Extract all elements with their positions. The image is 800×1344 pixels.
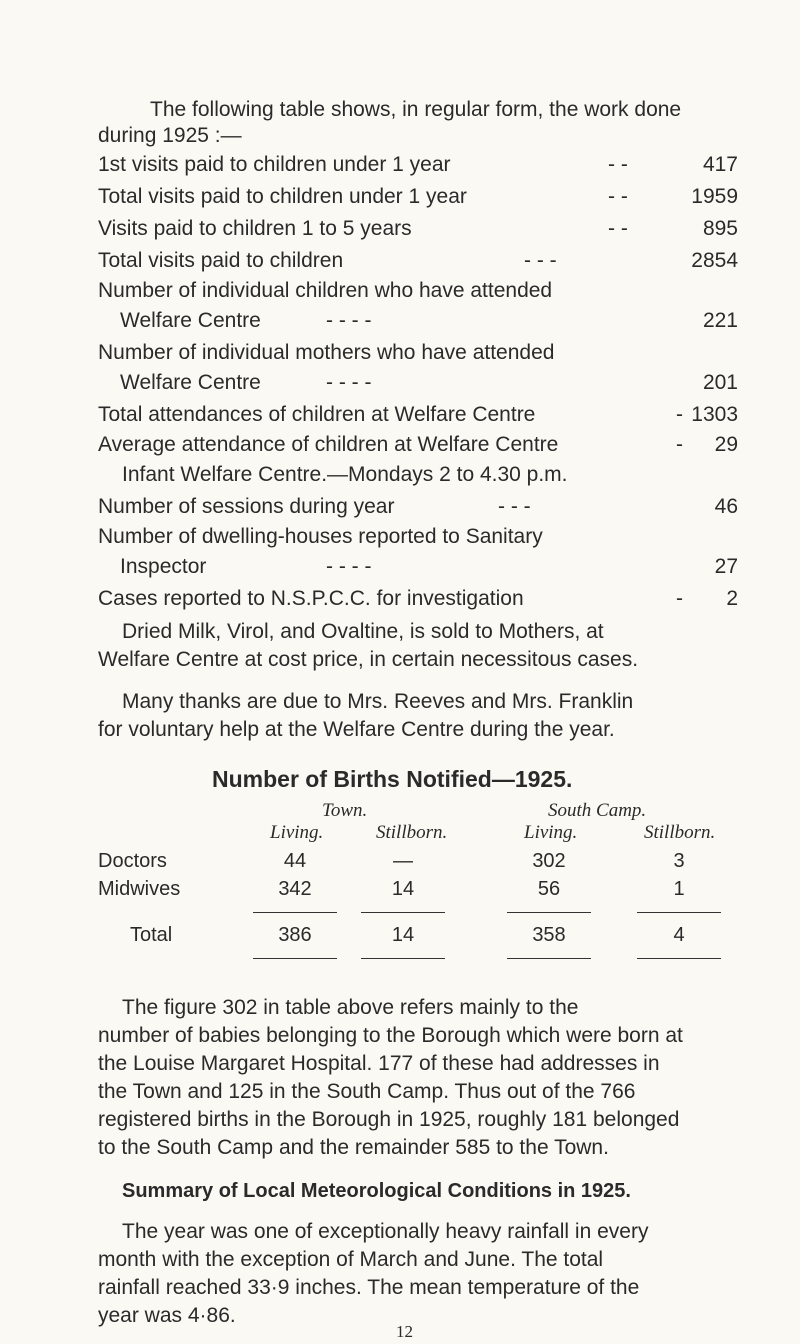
table-rule [637,958,721,959]
leader-dashes: - [676,433,683,456]
meteo-line-3: rainfall reached 33·9 inches. The mean temperature of the [98,1276,640,1299]
milk-paragraph-line-1: Dried Milk, Virol, and Ovaltine, is sold to Mothers, at [122,620,604,643]
table-rule [253,958,337,959]
thanks-paragraph-line-2: for voluntary help at the Welfare Centre during the year. [98,718,615,741]
cell-total-camp-living: 358 [532,924,566,946]
row-label-total: Total [130,924,173,946]
col-header-town-stillborn: Stillborn. [376,822,448,843]
leader-dashes: - - [608,217,628,240]
leader-dashes: - [676,403,683,426]
milk-paragraph-line-2: Welfare Centre at cost price, in certain necessitous cases. [98,648,639,671]
stat-row [98,150,738,180]
table-rule [361,958,445,959]
stat-value: 29 [714,433,738,456]
stat-value: 2 [726,587,738,610]
stat-label-continued: Welfare Centre [120,309,261,332]
leader-dashes: - [676,587,683,610]
cell-camp-stillborn: 3 [673,850,685,872]
stat-label: Number of dwelling-houses reported to Sanitary [98,525,543,548]
leader-dashes: - - - - [326,555,372,578]
stat-label: Visits paid to children 1 to 5 years [98,217,412,240]
figure-paragraph-line-2: number of babies belonging to the Borough which were born at [98,1024,683,1047]
leader-dashes: - - - [524,249,557,272]
meteo-line-2: month with the exception of March and June. The total [98,1248,604,1271]
stat-value: 1303 [691,403,738,426]
intro-line-2: during 1925 :— [98,124,242,147]
group-header-town: Town. [322,800,368,821]
meteo-line-4: year was 4·86. [98,1304,236,1327]
meteo-line-1: The year was one of exceptionally heavy rainfall in every [122,1220,649,1243]
stat-row [98,522,738,582]
figure-paragraph-line-5: registered births in the Borough in 1925, roughly 181 belonged [98,1108,680,1131]
stat-row [98,584,738,614]
cell-total-town-living: 386 [278,924,312,946]
stat-value: 895 [702,217,738,240]
leader-dashes: - - - - [326,309,372,332]
cell-camp-living: 56 [537,878,561,900]
table-rule [253,912,337,913]
row-label-doctors: Doctors [98,850,167,872]
stat-value: 417 [702,153,738,176]
stat-label: Total visits paid to children under 1 year [98,185,467,208]
stat-label: 1st visits paid to children under 1 year [98,153,451,176]
leader-dashes: - - - [498,495,531,518]
page-number: 12 [396,1322,413,1341]
stat-label-continued: Welfare Centre [120,371,261,394]
meteo-heading: Summary of Local Meteorological Conditions in 1925. [122,1180,631,1202]
stat-row [98,214,738,244]
cell-town-stillborn: — [393,850,413,872]
col-header-camp-living: Living. [524,822,578,843]
stat-label-continued: Inspector [120,555,207,578]
stat-label: Average attendance of children at Welfare Centre [98,433,559,456]
group-header-south-camp: South Camp. [548,800,647,821]
stat-value: 221 [702,309,738,332]
table-rule [507,912,591,913]
stat-value: 1959 [691,185,738,208]
stat-row [98,492,738,522]
leader-dashes: - - [608,153,628,176]
stat-value: 2854 [691,249,738,272]
table-rule [361,912,445,913]
row-label-midwives: Midwives [98,878,181,900]
stat-row [98,338,738,398]
figure-paragraph-line-4: the Town and 125 in the South Camp. Thus out of the 766 [98,1080,636,1103]
cell-total-camp-stillborn: 4 [673,924,685,946]
births-table-title: Number of Births Notified—1925. [212,766,573,792]
intro-line-1: The following table shows, in regular form, the work done [150,98,682,121]
stat-label: Cases reported to N.S.P.C.C. for investigation [98,587,524,610]
figure-paragraph-line-3: the Louise Margaret Hospital. 177 of these had addresses in [98,1052,660,1075]
stat-label: Total visits paid to children [98,249,344,272]
stat-value: 46 [714,495,738,518]
thanks-paragraph-line-1: Many thanks are due to Mrs. Reeves and Mrs. Franklin [122,690,634,713]
stat-value: 27 [714,555,738,578]
col-header-town-living: Living. [270,822,324,843]
cell-camp-living: 302 [532,850,566,872]
stat-label: Number of individual children who have attended [98,279,553,302]
stat-row [98,400,738,430]
stat-label: Number of individual mothers who have attended [98,341,555,364]
leader-dashes: - - - - [326,371,372,394]
cell-total-town-stillborn: 14 [391,924,415,946]
leader-dashes: - - [608,185,628,208]
stat-value: 201 [702,371,738,394]
stat-label: Total attendances of children at Welfare Centre [98,403,536,426]
table-rule [637,912,721,913]
figure-paragraph-line-6: to the South Camp and the remainder 585 to the Town. [98,1136,609,1159]
cell-town-living: 342 [278,878,312,900]
cell-camp-stillborn: 1 [673,878,685,900]
table-rule [507,958,591,959]
figure-paragraph-line-1: The figure 302 in table above refers mainly to the [122,996,579,1019]
col-header-camp-stillborn: Stillborn. [644,822,716,843]
stat-row [98,430,738,460]
stat-row [98,182,738,212]
stat-row [98,276,738,336]
cell-town-stillborn: 14 [391,878,415,900]
infant-centre-note: Infant Welfare Centre.—Mondays 2 to 4.30 p.m. [122,463,568,486]
cell-town-living: 44 [283,850,307,872]
stat-row [98,246,738,276]
stat-label: Number of sessions during year [98,495,395,518]
